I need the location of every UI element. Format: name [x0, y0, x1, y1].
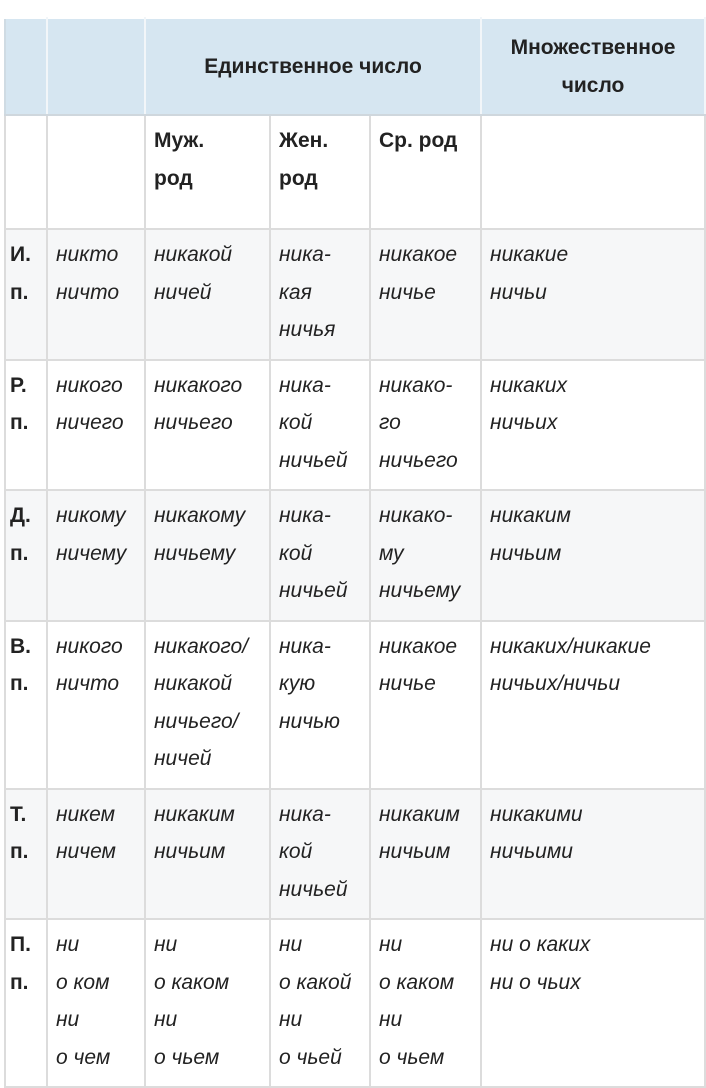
- masculine-cell: [145, 229, 270, 360]
- neuter-cell-line: никаким: [379, 802, 460, 826]
- pronoun-cell-line: никому: [56, 504, 126, 527]
- pronoun-cell-line: ничто: [56, 672, 120, 695]
- subheader-empty-cell: [47, 115, 145, 229]
- case-cell-line: п.: [10, 970, 29, 994]
- plural-cell: [481, 919, 705, 1087]
- pronoun-cell-line: о чем: [56, 1045, 111, 1069]
- pronoun-cell-line: никого: [56, 373, 123, 397]
- subheader-line: Жен.: [279, 129, 329, 152]
- masculine-cell-line: ничей: [154, 280, 212, 304]
- case-rows: [5, 229, 705, 1087]
- subheader-plural-empty: [481, 115, 705, 229]
- neuter-cell-line: ничьего: [379, 448, 458, 472]
- pronoun-cell-line: ни: [56, 1008, 80, 1031]
- case-cell-line: Т.: [10, 802, 27, 826]
- feminine-cell: [270, 621, 370, 789]
- feminine-cell-line: ника-: [279, 373, 331, 397]
- neuter-cell-line: ничьим: [379, 840, 451, 863]
- table-row: [5, 621, 705, 789]
- masculine-cell: [145, 490, 270, 621]
- neuter-cell-line: му: [379, 541, 404, 565]
- neuter-cell-line: ничьему: [379, 579, 461, 602]
- pronoun-cell: [47, 919, 145, 1087]
- plural-cell-line: никаких/никакие: [490, 634, 651, 658]
- plural-cell: [481, 229, 705, 360]
- table-row: [5, 919, 705, 1087]
- feminine-cell-line: кой: [279, 840, 313, 863]
- table-row: [5, 229, 705, 360]
- case-cell-line: п.: [10, 541, 29, 565]
- plural-cell: [481, 789, 705, 920]
- feminine-cell: [270, 490, 370, 621]
- pronoun-cell: [47, 360, 145, 491]
- header-plural: [481, 18, 705, 115]
- case-cell-line: П.: [10, 933, 31, 956]
- pronoun-cell: [47, 229, 145, 360]
- table-row: [5, 490, 705, 621]
- neuter-cell-line: никако-: [379, 504, 453, 527]
- feminine-cell: [270, 919, 370, 1087]
- subheader-line: род: [279, 166, 318, 190]
- gender-subheader-row: [5, 115, 705, 229]
- neuter-cell-line: ни: [379, 1008, 403, 1031]
- feminine-cell-line: ничья: [279, 318, 336, 341]
- feminine-cell-line: кая: [279, 280, 312, 304]
- pronoun-cell-line: никем: [56, 802, 115, 826]
- masculine-cell-line: ничьего/: [154, 709, 239, 733]
- masculine-cell-line: ни: [154, 933, 178, 956]
- masculine-cell-line: ни: [154, 1008, 178, 1031]
- masculine-cell-line: ничьего: [154, 411, 233, 434]
- subheader-line: Муж.: [154, 129, 205, 152]
- plural-cell-line: ничьих/ничьи: [490, 672, 621, 695]
- neuter-cell: [370, 360, 481, 491]
- case-cell-line: п.: [10, 280, 29, 304]
- masculine-cell-line: никаким: [154, 802, 235, 826]
- header-row: [5, 18, 705, 115]
- feminine-cell: [270, 360, 370, 491]
- pronoun-cell: [47, 789, 145, 920]
- case-cell-line: Д.: [10, 504, 31, 527]
- masculine-cell-line: ничьим: [154, 840, 226, 863]
- feminine-cell-line: ничьей: [279, 877, 348, 901]
- neuter-cell-line: никакое: [379, 634, 458, 658]
- masculine-cell-line: ничьему: [154, 541, 236, 565]
- feminine-cell-line: о какой: [279, 970, 352, 994]
- case-cell-line: И.: [10, 243, 31, 266]
- subheader-feminine: [270, 115, 370, 229]
- pronoun-cell-line: ничто: [56, 280, 120, 304]
- feminine-cell-line: ни: [279, 933, 303, 956]
- masculine-cell-line: никакой: [154, 243, 233, 266]
- header-singular: Единственное число: [145, 18, 481, 115]
- feminine-cell-line: кой: [279, 541, 313, 565]
- neuter-cell: [370, 490, 481, 621]
- neuter-cell-line: никакое: [379, 243, 458, 266]
- plural-cell-line: ничьим: [490, 541, 562, 565]
- neuter-cell-line: го: [379, 411, 401, 434]
- feminine-cell: [270, 789, 370, 920]
- table-row: [5, 360, 705, 491]
- neuter-cell: [370, 229, 481, 360]
- masculine-cell-line: о каком: [154, 970, 230, 994]
- plural-cell-line: никаких: [490, 373, 567, 397]
- feminine-cell-line: о чьей: [279, 1045, 342, 1069]
- table-row: [5, 789, 705, 920]
- masculine-cell-line: ничей: [154, 747, 212, 770]
- plural-cell: [481, 360, 705, 491]
- feminine-cell-line: ника-: [279, 243, 331, 266]
- masculine-cell-line: никакому: [154, 504, 246, 527]
- neuter-cell-line: ничье: [379, 672, 436, 695]
- plural-cell: [481, 621, 705, 789]
- pronoun-cell: [47, 490, 145, 621]
- subheader-masculine: [145, 115, 270, 229]
- masculine-cell-line: о чьем: [154, 1045, 220, 1069]
- plural-cell-line: ни о чьих: [490, 970, 581, 994]
- plural-cell: [481, 490, 705, 621]
- masculine-cell: [145, 789, 270, 920]
- table-viewport[interactable]: [4, 17, 676, 1080]
- case-cell: [5, 360, 47, 491]
- feminine-cell-line: кой: [279, 411, 313, 434]
- plural-cell-line: никакие: [490, 243, 569, 266]
- masculine-cell: [145, 621, 270, 789]
- neuter-cell-line: о чьем: [379, 1045, 445, 1069]
- plural-cell-line: ничьи: [490, 280, 547, 304]
- header-plural-line: Множественное: [510, 36, 676, 59]
- feminine-cell-line: ни: [279, 1008, 303, 1031]
- subheader-line: род: [154, 166, 193, 190]
- masculine-cell: [145, 919, 270, 1087]
- masculine-cell-line: никакого: [154, 373, 243, 397]
- plural-cell-line: ни о каких: [490, 933, 591, 956]
- feminine-cell-line: кую: [279, 672, 316, 695]
- case-cell-line: Р.: [10, 373, 27, 397]
- neuter-cell: [370, 919, 481, 1087]
- neuter-cell: [370, 621, 481, 789]
- masculine-cell-line: никакой: [154, 672, 233, 695]
- header-plural-line: число: [561, 73, 625, 97]
- case-cell: [5, 490, 47, 621]
- case-cell-line: п.: [10, 411, 29, 434]
- neuter-cell-line: о каком: [379, 970, 455, 994]
- pronoun-cell-line: ничему: [56, 541, 127, 565]
- neuter-cell-line: ни: [379, 933, 403, 956]
- feminine-cell: [270, 229, 370, 360]
- feminine-cell-line: ничьей: [279, 448, 348, 472]
- neuter-cell-line: ничье: [379, 280, 436, 304]
- feminine-cell-line: ника-: [279, 802, 331, 826]
- header-empty-cell: [47, 18, 145, 115]
- pronoun-cell-line: ни: [56, 933, 80, 956]
- pronoun-cell-line: никого: [56, 634, 123, 658]
- pronoun-cell: [47, 621, 145, 789]
- header-empty-cell: [5, 18, 47, 115]
- case-cell: [5, 919, 47, 1087]
- declension-table: [4, 17, 706, 1088]
- pronoun-cell-line: никто: [56, 243, 119, 266]
- feminine-cell-line: ничьей: [279, 579, 348, 602]
- neuter-cell-line: никако-: [379, 373, 453, 397]
- case-cell-line: п.: [10, 840, 29, 863]
- plural-cell-line: ничьими: [490, 840, 573, 863]
- plural-cell-line: никакими: [490, 802, 583, 826]
- feminine-cell-line: ника-: [279, 504, 331, 527]
- pronoun-cell-line: ничем: [56, 840, 116, 863]
- masculine-cell-line: никакого/: [154, 634, 249, 658]
- pronoun-cell-line: ничего: [56, 411, 124, 434]
- pronoun-cell-line: о ком: [56, 970, 110, 994]
- case-cell: [5, 789, 47, 920]
- plural-cell-line: никаким: [490, 504, 571, 527]
- case-cell-line: В.: [10, 634, 31, 658]
- feminine-cell-line: ничью: [279, 709, 340, 733]
- subheader-neuter: Ср. род: [370, 115, 481, 229]
- neuter-cell: [370, 789, 481, 920]
- masculine-cell: [145, 360, 270, 491]
- feminine-cell-line: ника-: [279, 634, 331, 658]
- subheader-empty-cell: [5, 115, 47, 229]
- plural-cell-line: ничьих: [490, 411, 558, 434]
- case-cell-line: п.: [10, 672, 29, 695]
- case-cell: [5, 229, 47, 360]
- case-cell: [5, 621, 47, 789]
